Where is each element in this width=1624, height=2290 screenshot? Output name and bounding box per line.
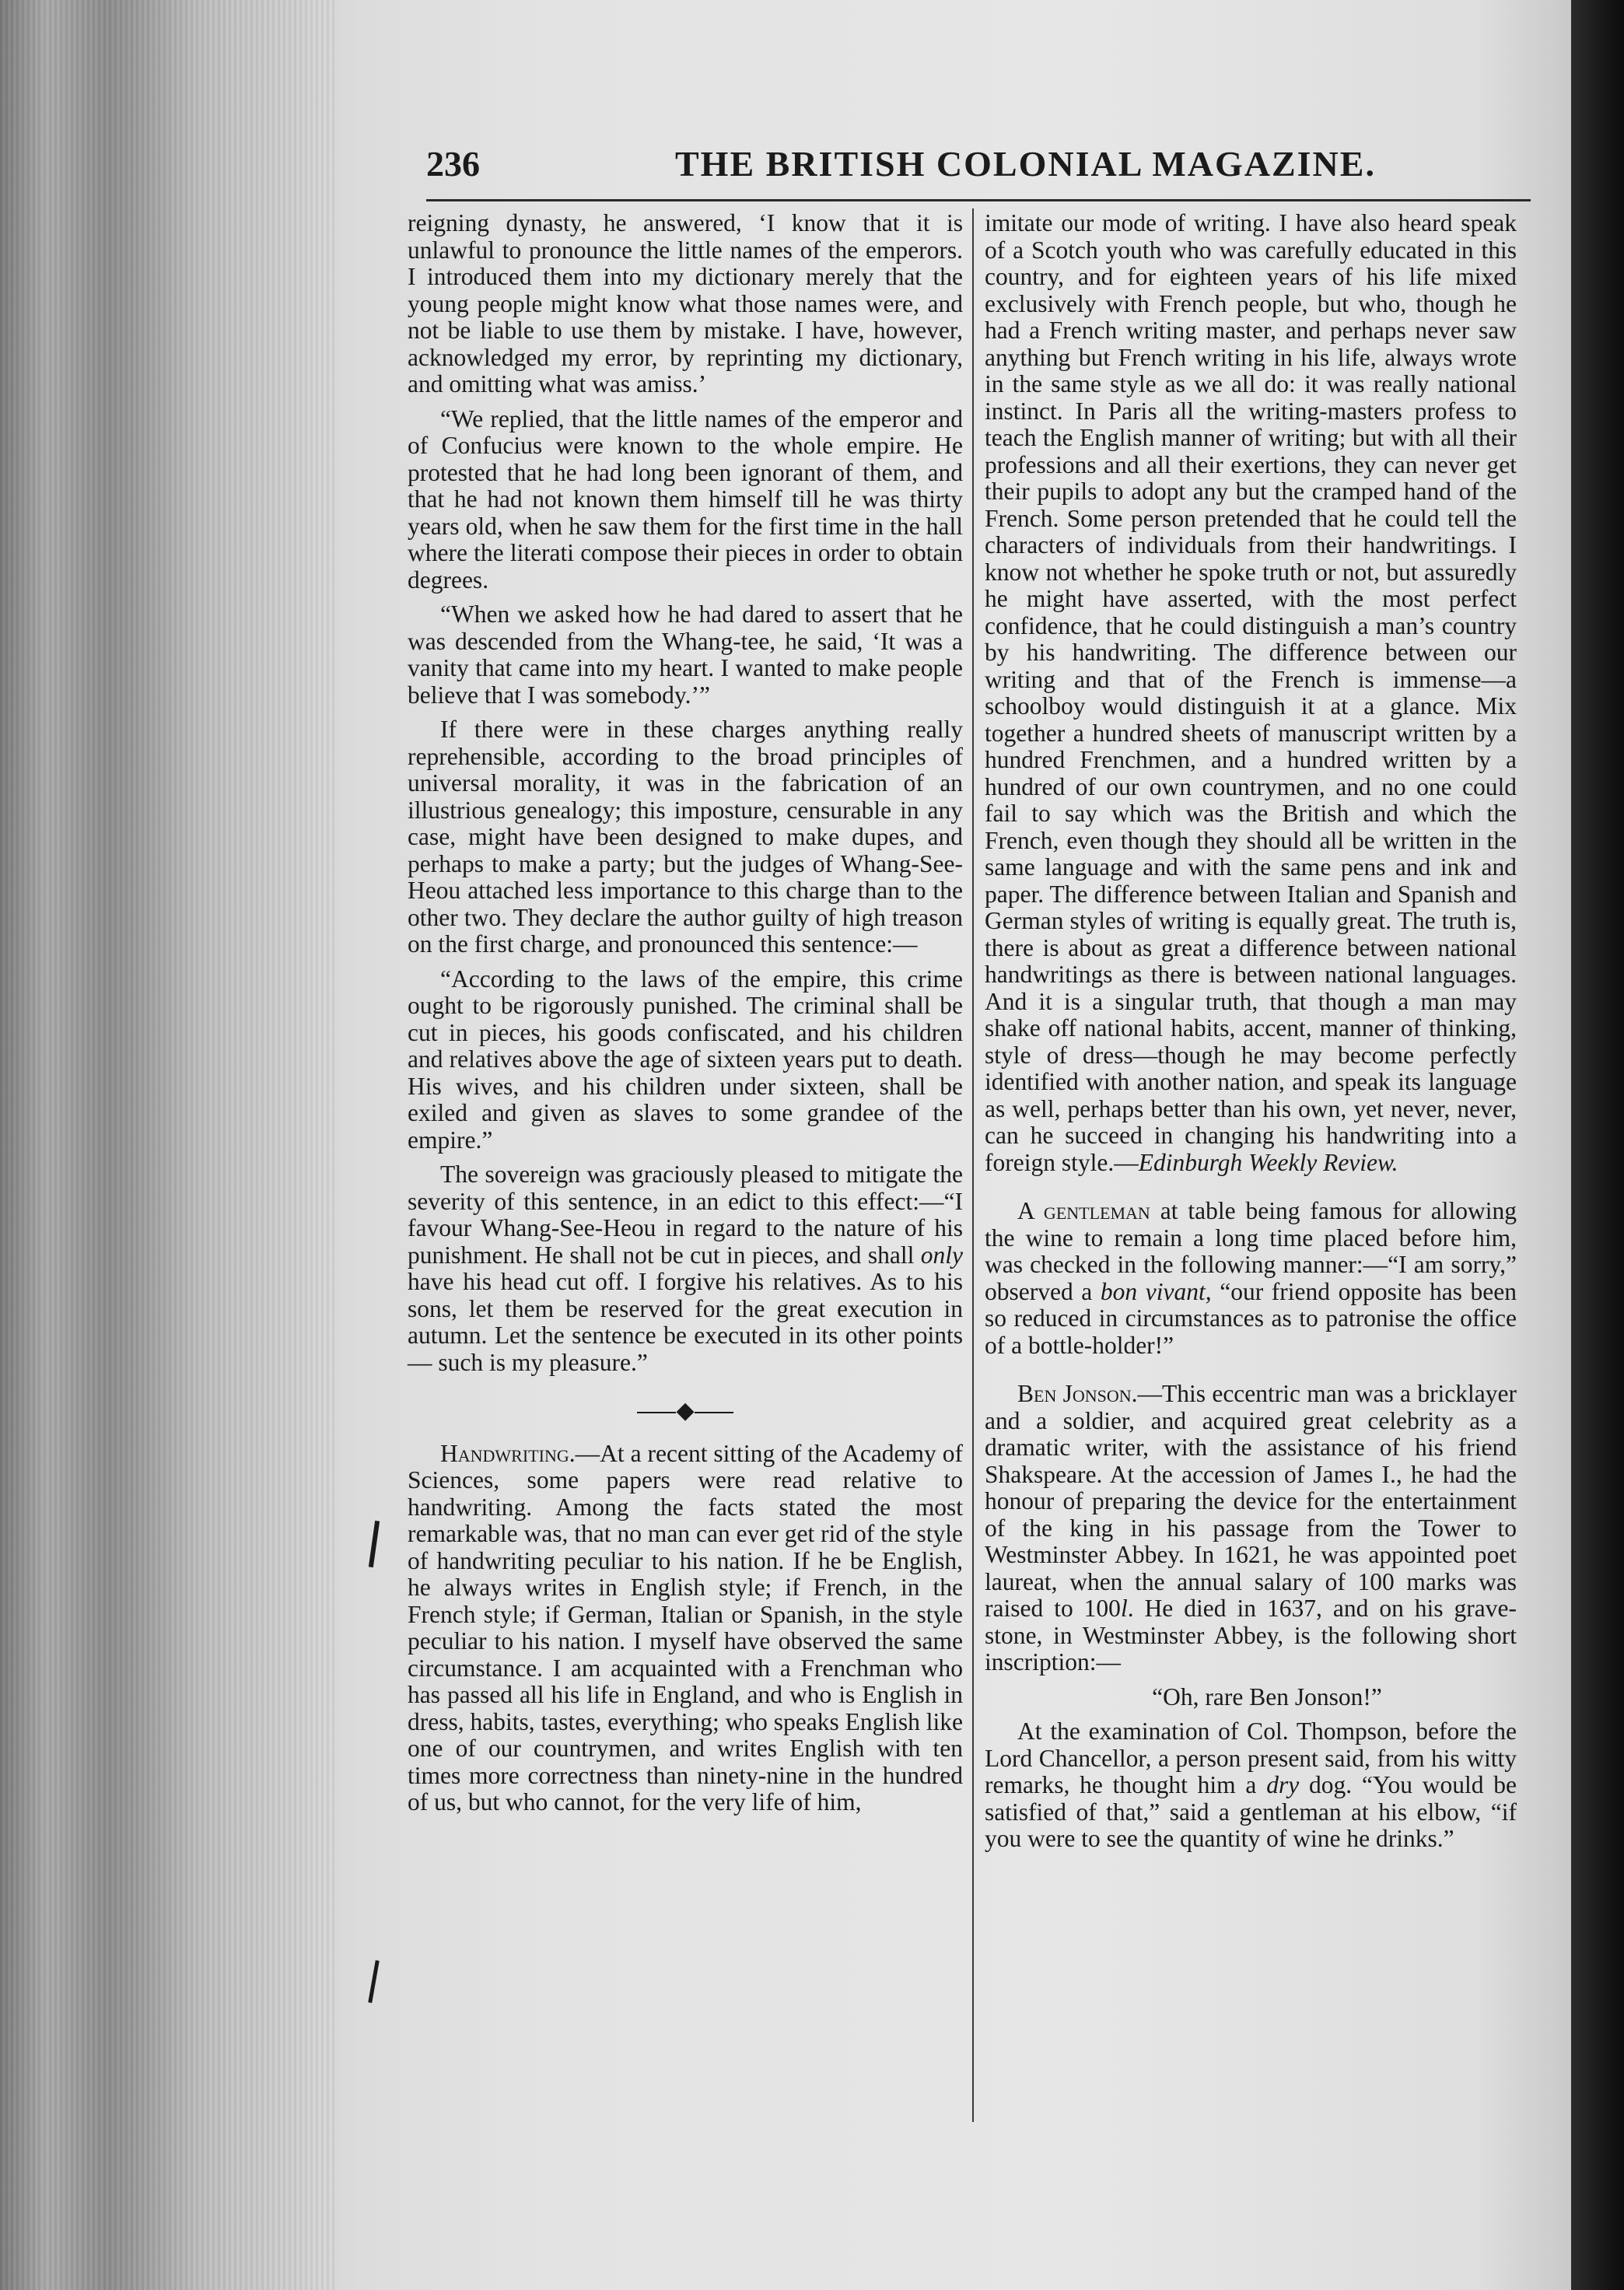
paragraph [985,1381,1517,1676]
header-rule [426,199,1531,201]
text-run: At the examination of Col. Thompson, before the Lord Chancellor, a person present said, from his witty remarks, he thought him a [985,1718,1517,1798]
italic-run: bon vivant, [1100,1277,1212,1305]
paragraph: If there were in these charges anything really reprehensible, according to the broad principles of universal morality, it was in the fabrication of an illustrious genealogy; this imposture, censurable in any case, might have been designed to make dupes, and perhaps to make a party; but the judges of Whang-See-Heou attached less importance to this charge than to the other two. They declare the author guilty of high treason on the first charge, and pronounced this sentence:— [408,716,963,958]
right-column [985,210,1517,1853]
text-run: The sovereign was graciously pleased to mitigate the severity of this sentence, in an edict to this effect:—“I favour Whang-See-Heou in regard to the nature of his punishment. He shall not be cut in pieces, and shall [408,1161,963,1269]
italic-run: only [920,1241,963,1269]
epitaph: “Oh, rare Ben Jonson!” [1152,1682,1382,1710]
page-header [426,138,1515,193]
text-run: “our friend opposite has been so reduced in circumstances as to patronise the office of a bottle-holder!” [985,1277,1517,1359]
paragraph: “We replied, that the little names of the emperor and of Confucius were known to the whole empire. He protested that he had long been ignorant of them, and that he had not known them himself till he was thirty years old, when he saw them for the first time in the hall where the literati compose their pieces in order to obtain degrees. [408,404,963,594]
paragraph [408,1161,963,1376]
section-heading: Handwriting. [440,1439,576,1467]
section-heading: Ben Jonson. [1017,1380,1138,1407]
paragraph [408,1441,963,1816]
paragraph [985,1198,1517,1359]
text-run: . He died in 1637, and on his grave-stone, in Westminster Abbey, is the following short inscription:— [985,1595,1517,1675]
source-citation: Edinburgh Weekly Review. [1138,1148,1398,1176]
italic-run: l [1120,1595,1128,1622]
text-run: imitate our mode of writing. I have also heard speak of a Scotch youth who was carefully educated in this country, and for eighteen years of his life mixed exclusively with French people, but who, though he had a French writing master, and perhaps never saw anything but French writing in his life, always wrote in the same style as we all do: it was really national instinct. In Paris all the writing-masters profess to teach the English manner of writing; but with all their professions and all their exertions, they can never get their pupils to adopt any but the cramped hand of the French. Some person pretended that he could tell the characters of individuals from their handwritings. I know not whether he spoke truth or not, but assuredly he might have asserted, with the most perfect confidence, that he could distinguish a man’s country by his handwriting. The difference between our writing and that of the French is immense—a schoolboy would distinguish it at a glance. Mix together a hundred sheets of manuscript written by a hundred Frenchmen, and a hundred written by a hundred of our own countrymen, and no one could fail to say which was the British and which the French, even though they should all be written in the same language and with the same pens and ink and paper. The difference between Italian and Spanish and German styles of writing is equally great. The truth is, there is about as great a difference between national handwritings as there is between national languages. And it is a singular truth, that though a man may shake off national habits, accent, manner of thinking, style of dress—though he may become perfectly identified with another nation, and speak its language as well, perhaps better than his own, yet never, never, can he succeed in changing his handwriting into a foreign style.— [985,209,1517,1176]
text-run: dog. “You would be satisfied of that,” said a gentleman at his elbow, “if you were to see the quantity of wine he drinks.” [985,1771,1517,1852]
text-run: —This eccentric man was a bricklayer and a soldier, and acquired great celebrity as a dramatic writer, with the assistance of his friend Shakspeare. At the accession of James I., he had the honour of preparing the device for the entertainment of the king in his passage from the Tower to Westminster Abbey. In 1621, he was appointed poet laureat, when the annual salary of 100 marks was raised to 100 [985,1380,1517,1622]
text-run: at table being famous for allowing the wine to remain a long time placed before him, was checked in the following manner:—“I am sorry,” observed a [985,1197,1517,1305]
diamond-ornament-icon: ◆ [408,1398,963,1425]
page-edge-shadow [1571,0,1624,2290]
paragraph: “According to the laws of the empire, this crime ought to be rigorously punished. The criminal shall be cut in pieces, his goods confiscated, and his children and relatives above the age of sixteen years put to death. His wives, and his children under sixteen, shall be exiled and given as slaves to some grandee of the empire.” [408,965,963,1154]
column-divider [972,208,974,2122]
paragraph: “When we asked how he had dared to assert that he was descended from the Whang-tee, he said, ‘It was a vanity that came into my heart. I wanted to make people believe that I was somebody.’” [408,601,963,709]
margin-mark [368,1960,379,2003]
paragraph [985,1718,1517,1853]
paragraph [985,210,1517,1176]
running-title: THE BRITISH COLONIAL MAGAZINE. [675,144,1376,184]
paragraph: reigning dynasty, he answered, ‘I know that it is unlawful to pronounce the little names of the emperors. I introduced them into my dictionary merely that the young people might know what those names were, and not be liable to use them by mistake. I have, however, acknowledged my error, by reprinting my dictionary, and omitting what was amiss.’ [408,209,963,397]
page-number: 236 [426,144,480,184]
margin-mark [369,1521,380,1567]
book-binding-edge [0,0,334,2290]
text-run: —At a recent sitting of the Academy of Sciences, some papers were read relative to handwriting. Among the facts stated the most remarkable was, that no man can ever get rid of the style of handwriting peculiar to his nation. If he be English, he always writes in English style; if French, in the French style; if German, Italian or Spanish, in the style peculiar to his nation. I myself have observed the same circumstance. I am acquainted with a Frenchman who has passed all his life in England, and who is English in dress, habits, tastes, everything; who speaks English like one of our countrymen, and writes English with ten times more correctness than ninety-nine in the hundred of us, but who cannot, for the very life of him, [408,1439,963,1816]
italic-run: dry [1266,1771,1300,1798]
section-heading: A gentleman [1017,1197,1150,1224]
left-column [408,210,963,1816]
text-run: have his head cut off. I forgive his relatives. As to his sons, let them be reserved for the great execution in autumn. Let the sentence be executed in its other points — such is my pleasure.” [408,1268,963,1376]
